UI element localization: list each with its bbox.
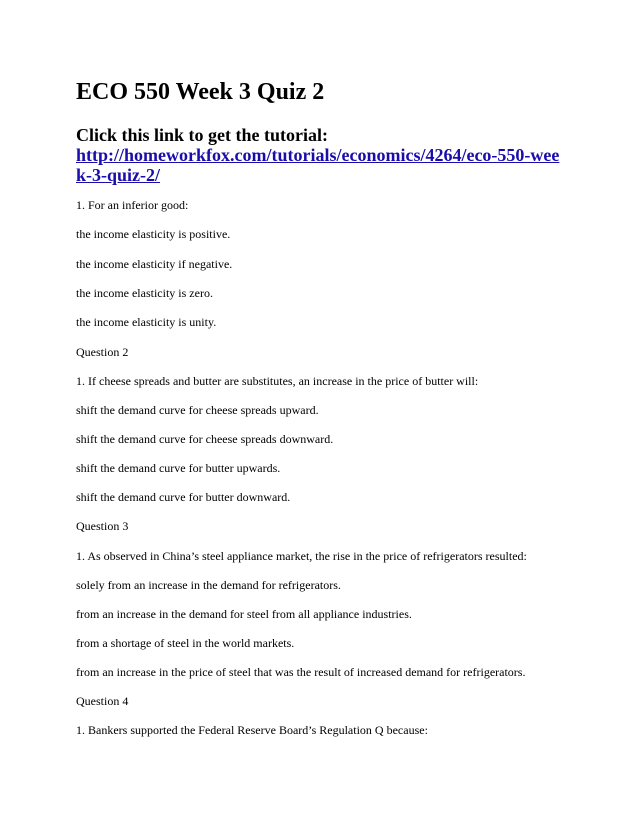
link-lead-text: Click this link to get the tutorial: <box>76 125 328 145</box>
question-4-prompt: 1. Bankers supported the Federal Reserve Board’s Regulation Q because: <box>76 723 428 737</box>
q3-option-d: from an increase in the price of steel that was the result of increased demand for refrigerators. <box>76 665 526 679</box>
question-2-prompt: 1. If cheese spreads and butter are substitutes, an increase in the price of butter will: <box>76 374 479 388</box>
q2-option-a: shift the demand curve for cheese spreads upward. <box>76 403 319 417</box>
q3-option-b: from an increase in the demand for steel from all appliance industries. <box>76 607 412 621</box>
q2-option-d: shift the demand curve for butter downward. <box>76 490 291 504</box>
question-3-heading: Question 3 <box>76 519 129 533</box>
q1-option-b: the income elasticity if negative. <box>76 257 233 271</box>
question-2-heading: Question 2 <box>76 345 129 359</box>
tutorial-link[interactable]: http://homeworkfox.com/tutorials/economics/4264/eco-550-week-3-quiz-2/ <box>76 145 560 185</box>
q1-option-d: the income elasticity is unity. <box>76 315 217 329</box>
q3-option-c: from a shortage of steel in the world markets. <box>76 636 295 650</box>
q3-option-a: solely from an increase in the demand for refrigerators. <box>76 578 341 592</box>
question-4-heading: Question 4 <box>76 694 129 708</box>
question-1-prompt: 1. For an inferior good: <box>76 198 189 212</box>
q1-option-c: the income elasticity is zero. <box>76 286 213 300</box>
tutorial-link-block <box>76 125 616 185</box>
q2-option-b: shift the demand curve for cheese spreads downward. <box>76 432 334 446</box>
q2-option-c: shift the demand curve for butter upwards. <box>76 461 281 475</box>
question-3-prompt: 1. As observed in China’s steel appliance market, the rise in the price of refrigerators resulted: <box>76 549 527 563</box>
document-title: ECO 550 Week 3 Quiz 2 <box>76 79 325 105</box>
q1-option-a: the income elasticity is positive. <box>76 227 231 241</box>
